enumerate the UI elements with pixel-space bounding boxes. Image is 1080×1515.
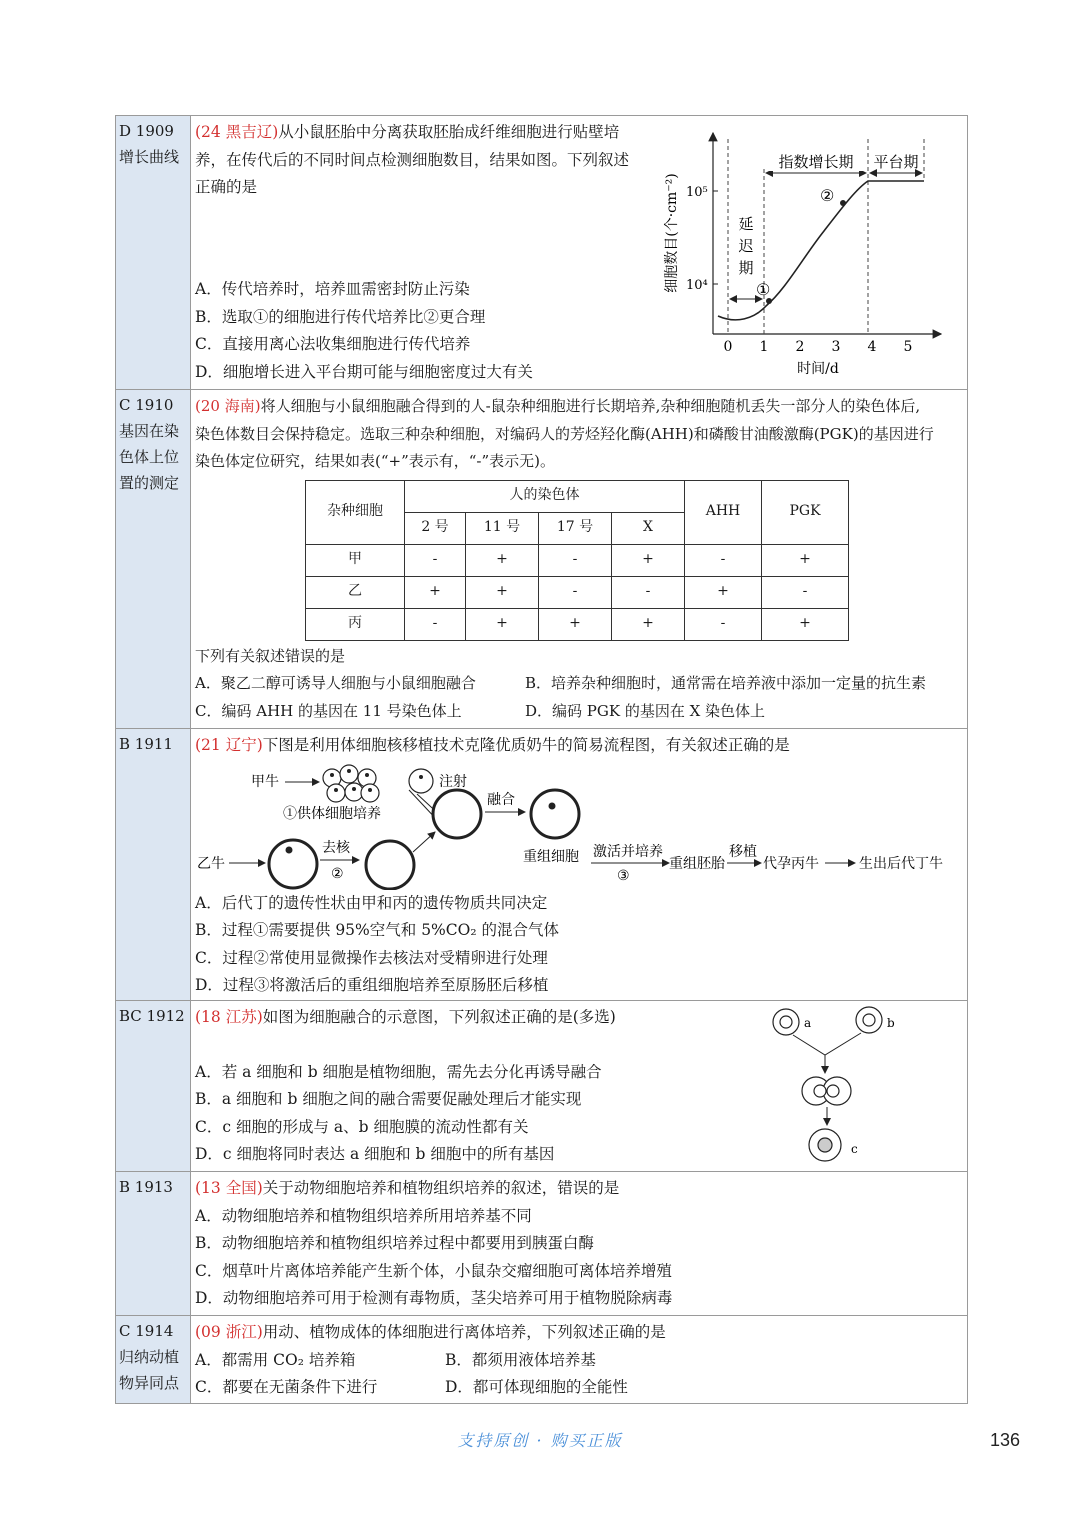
option-d: D．c 细胞将同时表达 a 细胞和 b 细胞中的所有基因	[195, 1145, 555, 1163]
header-pgk: PGK	[762, 480, 849, 544]
source-tag: (21 辽宁)	[195, 736, 263, 754]
x-tick-5: 5	[903, 339, 913, 355]
question-body	[191, 390, 967, 728]
answer-label: C 1910	[119, 396, 174, 414]
enucleated-oocyte-icon	[366, 841, 414, 889]
question-body	[191, 1316, 967, 1403]
answer-cell	[116, 116, 191, 389]
answer-cell	[116, 1316, 191, 1403]
point-2-label: ②	[820, 186, 835, 205]
recombined-label: 重组细胞	[523, 848, 579, 865]
option-c: C．c 细胞的形成与 a、b 细胞膜的流动性都有关	[195, 1117, 529, 1136]
answer-cell	[116, 729, 191, 1000]
question-stem: 用动、植物成体的体细胞进行离体培养，下列叙述正确的是	[262, 1323, 666, 1341]
option-d: D．编码 PGK 的基因在 X 染色体上	[525, 701, 766, 720]
cell-a-label: a	[804, 1016, 812, 1030]
question-stem-line2: 染色体数目会保持稳定。选取三种杂种细胞，对编码人的芳烃羟化酶(AHH)和磷酸甘油酸激酶(PGK)的基因进行	[195, 424, 934, 443]
question-row-1911	[116, 729, 967, 1001]
donor-cell-icon	[409, 769, 433, 793]
injected-oocyte-icon	[433, 790, 481, 838]
option-c: C．编码 AHH 的基因在 11 号染色体上	[195, 701, 462, 720]
cell-c-label: c	[851, 1142, 858, 1156]
answer-label: C 1914	[119, 1322, 174, 1340]
offspring-label: 生出后代丁牛	[859, 855, 943, 872]
header-chrom-11: 11 号	[466, 512, 539, 544]
phase-lag: 延迟期	[738, 215, 754, 277]
question-row-1910	[116, 390, 967, 729]
question-stem: 如图为细胞融合的示意图，下列叙述正确的是(多选)	[262, 1008, 616, 1026]
source-tag: (09 浙江)	[195, 1323, 263, 1341]
x-tick-4: 4	[867, 339, 877, 355]
question-stem: 从小鼠胚胎中分离获取胚胎成纤维细胞进行贴壁培	[278, 123, 620, 141]
question-row-1913	[116, 1172, 967, 1316]
question-row-1914	[116, 1316, 967, 1403]
question-body	[191, 1001, 967, 1171]
topic-label: 归纳动植物异同点	[119, 1348, 180, 1392]
source-tag: (18 江苏)	[195, 1008, 263, 1026]
header-chrom-x: X	[612, 512, 685, 544]
option-d: D．都可体现细胞的全能性	[445, 1378, 628, 1396]
source-tag: (24 黑吉辽)	[195, 123, 279, 141]
step-1-label: ①供体细胞培养	[283, 805, 381, 822]
x-tick-1: 1	[759, 339, 769, 355]
y-tick-10-5: 10⁵	[686, 185, 708, 200]
option-b: B．培养杂种细胞时，通常需在培养液中添加一定量的抗生素	[525, 674, 927, 692]
fuse-label: 融合	[487, 791, 515, 808]
x-axis-label: 时间/d	[797, 361, 839, 377]
header-chrom-17: 17 号	[539, 512, 612, 544]
x-tick-3: 3	[831, 339, 841, 355]
question-prompt: 下列有关叙述错误的是	[195, 646, 346, 665]
option-d: D．动物细胞培养可用于检测有毒物质，茎尖培养可用于植物脱除病毒	[195, 1289, 673, 1307]
option-b: B．动物细胞培养和植物组织培养过程中都要用到胰蛋白酶	[195, 1234, 594, 1252]
question-stem: 关于动物细胞培养和植物组织培养的叙述，错误的是	[262, 1179, 620, 1197]
option-c: C．都要在无菌条件下进行	[195, 1378, 378, 1396]
table-row: 乙 + + - - + -	[306, 576, 849, 608]
y-axis-label: 细胞数目(个·cm⁻²)	[664, 173, 680, 293]
option-b: B．选取①的细胞进行传代培养比②更合理	[195, 307, 486, 326]
option-d: D．过程③将激活后的重组细胞培养至原肠胚后移植	[195, 976, 549, 994]
answer-label: B 1911	[119, 735, 173, 753]
question-stem-line3: 染色体定位研究，结果如表(“+”表示有，“-”表示无)。	[195, 452, 556, 470]
table-row: 丙 - + + + - +	[306, 608, 849, 640]
point-2-marker	[840, 200, 846, 206]
x-tick-0: 0	[723, 339, 733, 355]
oocyte-icon	[269, 840, 317, 888]
option-a: A．动物细胞培养和植物组织培养所用培养基不同	[195, 1206, 532, 1225]
question-stem-line3: 正确的是	[195, 178, 258, 196]
answer-cell	[116, 1001, 191, 1171]
header-hybrid-cell: 杂种细胞	[306, 480, 405, 544]
y-tick-10-4: 10⁴	[686, 278, 708, 293]
question-row-1912	[116, 1001, 967, 1172]
option-b: B．过程①需要提供 95%空气和 5%CO₂ 的混合气体	[195, 921, 559, 939]
point-1-label: ①	[756, 280, 771, 299]
option-b: B．都须用液体培养基	[445, 1350, 596, 1369]
cloning-flow-diagram	[195, 760, 965, 890]
phase-plateau: 平台期	[873, 153, 919, 171]
recombined-cell-icon	[531, 790, 579, 838]
option-c: C．直接用离心法收集细胞进行传代培养	[195, 335, 471, 353]
option-d: D．细胞增长进入平台期可能与细胞密度过大有关	[195, 362, 533, 381]
question-table	[115, 115, 968, 1404]
answer-cell	[116, 390, 191, 728]
topic-label: 基因在染色体上位置的测定	[119, 422, 180, 492]
source-tag: (13 全国)	[195, 1179, 263, 1197]
question-body	[191, 1172, 967, 1315]
cell-b-label: b	[887, 1016, 895, 1030]
header-human-chromosome: 人的染色体	[405, 480, 685, 512]
inject-label: 注射	[439, 773, 467, 790]
topic-label: 增长曲线	[119, 148, 180, 166]
question-body	[191, 116, 967, 389]
enucleate-label: 去核	[322, 839, 350, 856]
embryo-label: 重组胚胎	[669, 855, 725, 872]
option-a: A．传代培养时，培养皿需密封防止污染	[195, 280, 470, 298]
surrogate-label: 代孕丙牛	[763, 855, 819, 872]
option-a: A．若 a 细胞和 b 细胞是植物细胞，需先去分化再诱导融合	[195, 1062, 602, 1081]
step-2-label: ②	[331, 865, 344, 882]
question-stem: 将人细胞与小鼠细胞融合得到的人-鼠杂种细胞进行长期培养,杂种细胞随机丢失一部分人的染色体后,	[260, 397, 921, 415]
table-row: 甲 - + - + - +	[306, 544, 849, 576]
growth-curve-chart	[656, 121, 946, 383]
cow-a-label: 甲牛	[251, 773, 279, 790]
answer-label: D 1909	[119, 122, 174, 140]
question-stem: 下图是利用体细胞核移植技术克隆优质奶牛的简易流程图，有关叙述正确的是	[262, 736, 790, 754]
option-a: A．后代丁的遗传性状由甲和丙的遗传物质共同决定	[195, 893, 548, 912]
chromosome-table	[305, 480, 849, 641]
option-c: C．过程②常使用显微操作去核法对受精卵进行处理	[195, 948, 548, 967]
header-chrom-2: 2 号	[405, 512, 466, 544]
cow-b-label: 乙牛	[197, 855, 225, 872]
page-number: 136	[990, 1430, 1021, 1450]
header-ahh: AHH	[685, 480, 762, 544]
option-b: B．a 细胞和 b 细胞之间的融合需要促融处理后才能实现	[195, 1090, 582, 1108]
source-tag: (20 海南)	[195, 397, 261, 415]
donor-cells	[323, 765, 379, 802]
question-row-1909	[116, 116, 967, 390]
answer-cell	[116, 1172, 191, 1315]
step-3-label: ③	[617, 867, 630, 884]
x-tick-2: 2	[795, 339, 805, 355]
cell-fusion-diagram	[771, 1005, 921, 1165]
footer-slogan: 支持原创 · 购买正版	[457, 1431, 623, 1450]
option-a: A．都需用 CO₂ 培养箱	[195, 1350, 356, 1369]
option-a: A．聚乙二醇可诱导人细胞与小鼠细胞融合	[195, 674, 476, 692]
answer-label: B 1913	[119, 1178, 173, 1196]
phase-exponential: 指数增长期	[778, 153, 854, 171]
activate-label: 激活并培养	[593, 843, 663, 860]
question-stem-line2: 养，在传代后的不同时间点检测细胞数目，结果如图。下列叙述	[195, 150, 630, 169]
question-body	[191, 729, 967, 1000]
transplant-label: 移植	[729, 843, 757, 860]
answer-label: BC 1912	[119, 1007, 185, 1025]
option-c: C．烟草叶片离体培养能产生新个体，小鼠杂交瘤细胞可离体培养增殖	[195, 1261, 672, 1280]
